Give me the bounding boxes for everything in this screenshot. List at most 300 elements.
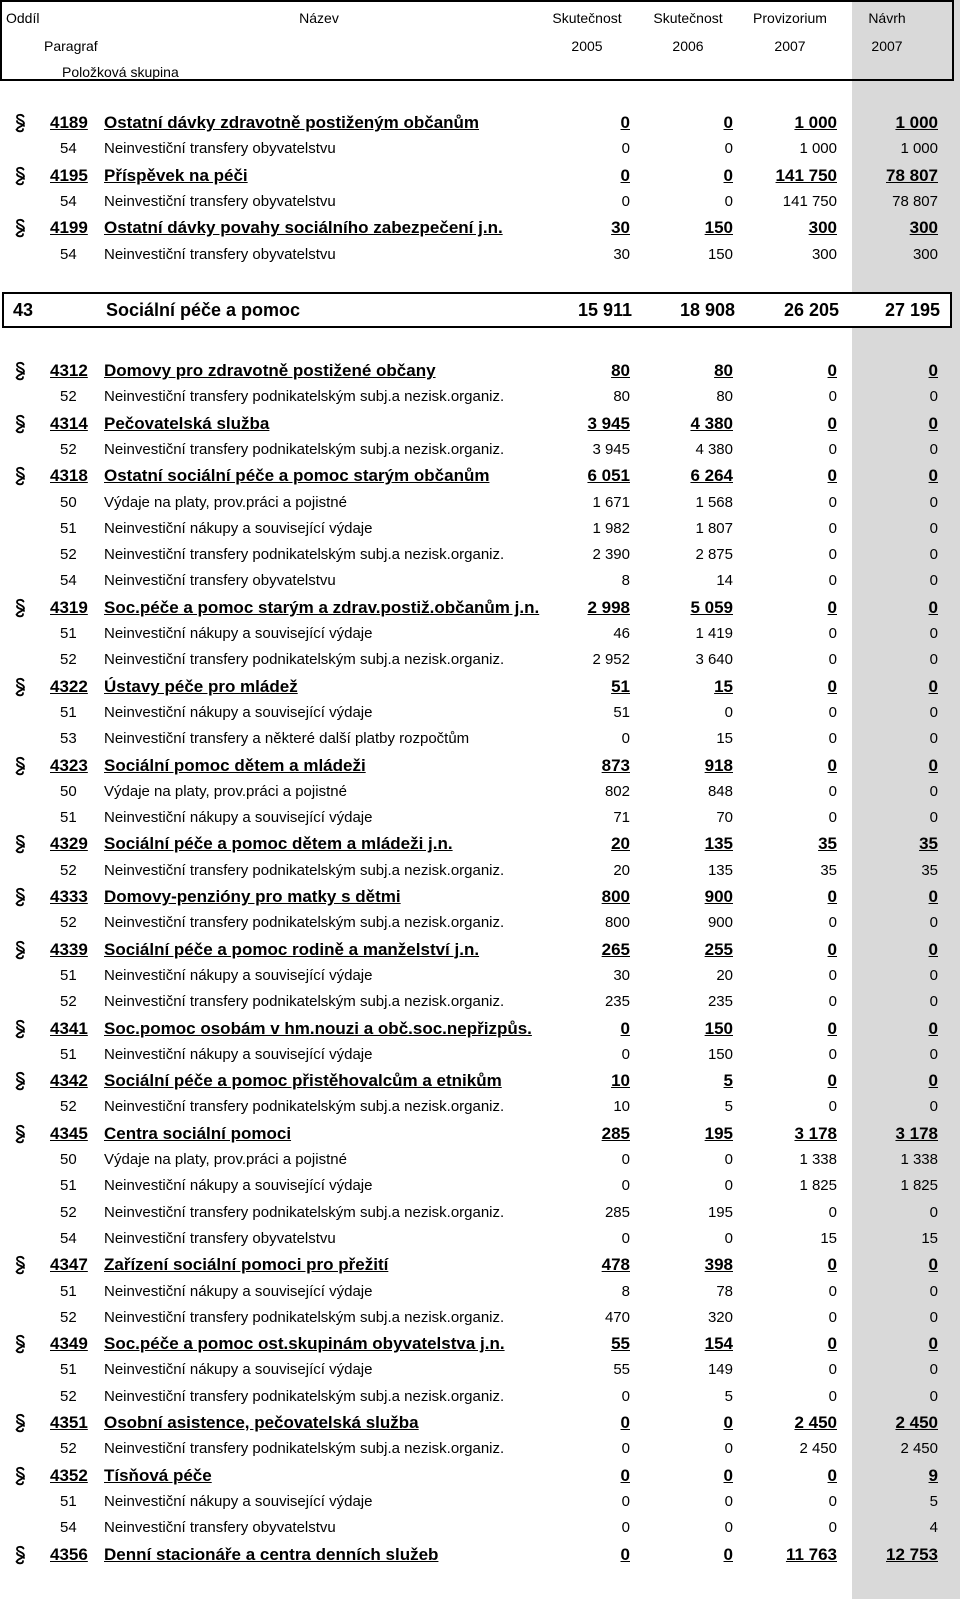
item-row — [0, 1384, 960, 1410]
item-value: 135 — [707, 861, 733, 879]
item-row — [0, 647, 960, 673]
paragraph-row — [0, 358, 960, 384]
item-name: Neinvestiční transfery a některé další platby rozpočtům — [104, 730, 470, 748]
paragraph-value: 195 — [704, 1123, 733, 1143]
paragraph-name: Denní stacionáře a centra denních služeb — [104, 1544, 439, 1564]
header-skutecnost-2005: Skutečnost — [552, 10, 622, 26]
paragraph-value: 300 — [808, 218, 837, 238]
paragraph-code: 4319 — [50, 597, 88, 617]
paragraph-name: Ostatní dávky povahy sociálního zabezpečení j.n. — [104, 218, 503, 238]
item-value: 0 — [929, 388, 938, 406]
item-code: 51 — [60, 519, 77, 537]
paragraph-code: 4318 — [50, 466, 88, 486]
item-name: Neinvestiční transfery podnikatelským subj.a nezisk.organiz. — [104, 1440, 505, 1458]
item-code: 52 — [60, 993, 77, 1011]
paragraph-code: 4199 — [50, 218, 88, 238]
item-value: 0 — [828, 388, 837, 406]
item-value: 0 — [828, 1519, 837, 1537]
item-code: 53 — [60, 730, 77, 748]
item-value: 0 — [828, 809, 837, 827]
header-year-2005: 2005 — [571, 38, 603, 54]
paragraph-value: 11 763 — [785, 1544, 837, 1564]
item-code: 52 — [60, 1308, 77, 1326]
paragraph-code: 4333 — [50, 887, 88, 906]
paragraph-value: 35 — [919, 834, 938, 854]
item-value: 0 — [621, 1387, 630, 1405]
section-value-navrh-2007: 27 195 — [884, 300, 940, 320]
item-name: Neinvestiční nákupy a související výdaje — [104, 625, 373, 642]
item-value: 78 807 — [892, 192, 938, 210]
item-name: Neinvestiční transfery podnikatelským subj.a nezisk.organiz. — [104, 1098, 505, 1116]
paragraph-row — [0, 1542, 960, 1568]
paragraph-value: 0 — [827, 1018, 837, 1038]
paragraph-value: 15 — [714, 676, 733, 696]
section-value-2006: 18 908 — [679, 300, 735, 320]
item-value: 300 — [811, 245, 837, 263]
item-value: 0 — [621, 192, 630, 210]
item-value: 1 338 — [900, 1151, 938, 1168]
item-value: 2 952 — [592, 651, 630, 669]
header-year-2006: 2006 — [672, 38, 704, 54]
item-value: 78 — [716, 1282, 733, 1300]
item-name: Neinvestiční transfery podnikatelským subj.a nezisk.organiz. — [104, 1387, 505, 1405]
paragraph-name: Sociální pomoc dětem a mládeži — [104, 755, 366, 775]
item-value: 0 — [929, 914, 938, 932]
item-row — [0, 805, 960, 831]
section-sign-icon — [12, 676, 28, 698]
item-name: Neinvestiční transfery podnikatelským subj.a nezisk.organiz. — [104, 440, 505, 458]
item-row — [0, 1279, 960, 1305]
paragraph-value: 0 — [620, 165, 630, 185]
paragraph-value: 0 — [620, 1544, 630, 1564]
item-row — [0, 490, 960, 516]
item-code: 52 — [60, 651, 77, 669]
paragraph-value: 0 — [827, 597, 837, 617]
paragraph-code: 4342 — [50, 1071, 88, 1091]
item-row — [0, 1489, 960, 1515]
paragraph-code: 4349 — [50, 1334, 88, 1354]
item-value: 2 390 — [592, 546, 630, 564]
paragraph-name: Tísňová péče — [104, 1465, 212, 1485]
item-value: 80 — [716, 388, 733, 406]
section-sign-icon — [12, 1123, 28, 1145]
item-value: 149 — [707, 1361, 733, 1379]
item-value: 0 — [724, 1440, 733, 1458]
section-row — [2, 292, 952, 328]
item-value: 80 — [613, 388, 630, 406]
item-name: Neinvestiční nákupy a související výdaje — [104, 703, 373, 721]
item-value: 0 — [621, 1177, 630, 1195]
item-name: Neinvestiční nákupy a související výdaje — [104, 519, 373, 537]
paragraph-code: 4329 — [50, 834, 88, 854]
paragraph-value: 3 178 — [895, 1123, 938, 1143]
paragraph-value: 3 178 — [794, 1123, 837, 1143]
paragraph-value: 0 — [928, 361, 938, 380]
paragraph-value: 0 — [723, 165, 733, 185]
section-sign-icon — [12, 1333, 28, 1355]
item-value: 0 — [929, 1203, 938, 1221]
item-code: 51 — [60, 1361, 77, 1379]
paragraph-code: 4189 — [50, 113, 88, 132]
paragraph-value: 4 380 — [690, 413, 733, 433]
paragraph-row — [0, 163, 960, 189]
item-row — [0, 779, 960, 805]
item-value: 8 — [621, 572, 630, 590]
paragraph-value: 20 — [611, 834, 630, 854]
item-value: 0 — [828, 914, 837, 932]
item-value: 2 875 — [695, 546, 733, 564]
item-row — [0, 621, 960, 647]
section-value-2005: 15 911 — [577, 300, 632, 320]
item-value: 51 — [613, 703, 630, 721]
paragraph-row — [0, 1331, 960, 1357]
item-value: 8 — [621, 1282, 630, 1300]
item-value: 0 — [929, 730, 938, 748]
paragraph-code: 4314 — [50, 413, 88, 433]
paragraph-name: Sociální péče a pomoc rodině a manželství j.n. — [104, 939, 480, 959]
item-code: 52 — [60, 1203, 77, 1221]
item-value: 1 000 — [900, 140, 938, 158]
section-sign-icon — [12, 1018, 28, 1040]
item-value: 0 — [828, 966, 837, 984]
item-value: 2 450 — [799, 1440, 837, 1458]
paragraph-value: 0 — [827, 1255, 837, 1275]
item-value: 2 450 — [900, 1440, 938, 1458]
paragraph-row — [0, 937, 960, 963]
item-value: 71 — [613, 809, 630, 827]
item-value: 0 — [828, 440, 837, 458]
paragraph-row — [0, 463, 960, 489]
item-value: 0 — [724, 1492, 733, 1510]
header-nazev: Název — [299, 10, 339, 26]
paragraph-value: 30 — [611, 218, 630, 238]
item-value: 0 — [929, 546, 938, 564]
item-code: 52 — [60, 388, 77, 406]
paragraph-value: 55 — [611, 1334, 630, 1354]
paragraph-code: 4323 — [50, 755, 88, 775]
paragraph-value: 0 — [620, 1018, 630, 1038]
paragraph-value: 0 — [827, 887, 837, 906]
item-row — [0, 989, 960, 1015]
item-value: 0 — [621, 1440, 630, 1458]
item-value: 0 — [929, 1045, 938, 1063]
item-value: 0 — [724, 140, 733, 158]
paragraph-value: 5 — [723, 1071, 733, 1091]
paragraph-value: 150 — [704, 1018, 733, 1038]
item-value: 1 568 — [695, 493, 733, 511]
item-value: 235 — [604, 993, 630, 1011]
paragraph-value: 0 — [827, 361, 837, 380]
paragraph-value: 78 807 — [886, 165, 938, 185]
paragraph-value: 0 — [723, 1544, 733, 1564]
item-row — [0, 568, 960, 594]
item-value: 0 — [828, 1098, 837, 1116]
paragraph-code: 4339 — [50, 939, 88, 959]
item-value: 14 — [716, 572, 733, 590]
item-row — [0, 700, 960, 726]
item-value: 0 — [828, 625, 837, 642]
item-name: Neinvestiční nákupy a související výdaje — [104, 1177, 373, 1195]
item-row — [0, 384, 960, 410]
paragraph-value: 398 — [704, 1255, 733, 1275]
paragraph-name: Centra sociální pomoci — [104, 1123, 292, 1143]
item-name: Neinvestiční transfery podnikatelským subj.a nezisk.organiz. — [104, 651, 505, 669]
paragraph-value: 0 — [928, 676, 938, 696]
item-row — [0, 189, 960, 215]
item-value: 0 — [828, 546, 837, 564]
section-sign-icon — [12, 1465, 28, 1487]
paragraph-value: 0 — [928, 887, 938, 906]
section-sign-icon — [12, 1412, 28, 1434]
item-value: 141 750 — [782, 192, 837, 210]
paragraph-value: 800 — [601, 887, 630, 906]
section-sign-icon — [12, 112, 28, 134]
item-code: 54 — [60, 1229, 77, 1247]
item-row — [0, 1147, 960, 1173]
item-row — [0, 437, 960, 463]
paragraph-row — [0, 411, 960, 437]
paragraph-row — [0, 1252, 960, 1278]
item-value: 70 — [716, 809, 733, 827]
item-value: 30 — [613, 966, 630, 984]
paragraph-name: Sociální péče a pomoc dětem a mládeži j.n. — [104, 834, 453, 854]
paragraph-value: 12 753 — [886, 1544, 938, 1564]
item-value: 0 — [929, 782, 938, 800]
section-sign-icon — [12, 465, 28, 487]
item-value: 0 — [929, 993, 938, 1011]
paragraph-value: 300 — [909, 218, 938, 238]
item-code: 51 — [60, 625, 77, 642]
item-row — [0, 858, 960, 884]
paragraph-code: 4341 — [50, 1018, 88, 1038]
item-value: 0 — [929, 1098, 938, 1116]
header-year-2007-navrh: 2007 — [871, 38, 903, 54]
paragraph-row — [0, 110, 960, 136]
item-value: 0 — [621, 1492, 630, 1510]
paragraph-value: 1 000 — [794, 113, 837, 132]
section-sign-icon — [12, 939, 28, 961]
item-code: 52 — [60, 546, 77, 564]
paragraph-value: 0 — [928, 1255, 938, 1275]
item-value: 5 — [724, 1387, 733, 1405]
item-value: 0 — [929, 651, 938, 669]
item-value: 285 — [604, 1203, 630, 1221]
header-oddil: Oddíl — [6, 10, 40, 26]
item-value: 0 — [828, 572, 837, 590]
paragraph-value: 0 — [620, 1413, 630, 1432]
paragraph-value: 2 450 — [895, 1413, 938, 1432]
paragraph-code: 4352 — [50, 1465, 88, 1485]
section-sign-icon — [12, 833, 28, 855]
item-code: 51 — [60, 1282, 77, 1300]
paragraph-value: 35 — [818, 834, 837, 854]
paragraph-row — [0, 884, 960, 910]
paragraph-name: Domovy-penzióny pro matky s dětmi — [104, 887, 401, 906]
item-value: 4 380 — [695, 440, 733, 458]
item-name: Neinvestiční nákupy a související výdaje — [104, 1045, 373, 1063]
item-value: 46 — [613, 625, 630, 642]
paragraph-value: 0 — [827, 755, 837, 775]
item-name: Neinvestiční transfery podnikatelským subj.a nezisk.organiz. — [104, 388, 505, 406]
paragraph-row — [0, 1463, 960, 1489]
section-sign-icon — [12, 413, 28, 435]
paragraph-value: 6 264 — [690, 466, 733, 486]
paragraph-value: 0 — [827, 1071, 837, 1091]
item-name: Neinvestiční nákupy a související výdaje — [104, 966, 373, 984]
item-code: 52 — [60, 914, 77, 932]
item-name: Neinvestiční transfery obyvatelstvu — [104, 245, 336, 263]
paragraph-name: Ostatní sociální péče a pomoc starým občanům — [104, 466, 490, 486]
item-row — [0, 1173, 960, 1199]
paragraph-value: 0 — [723, 1413, 733, 1432]
paragraph-value: 0 — [723, 113, 733, 132]
item-code: 52 — [60, 1387, 77, 1405]
item-code: 51 — [60, 1492, 77, 1510]
item-value: 0 — [724, 1519, 733, 1537]
item-value: 0 — [828, 1387, 837, 1405]
paragraph-value: 0 — [928, 597, 938, 617]
item-value: 195 — [707, 1203, 733, 1221]
paragraph-value: 0 — [928, 755, 938, 775]
paragraph-name: Soc.péče a pomoc starým a zdrav.postiž.občanům j.n. — [104, 597, 540, 617]
item-value: 0 — [929, 1282, 938, 1300]
item-value: 0 — [929, 519, 938, 537]
item-row — [0, 726, 960, 752]
item-value: 0 — [929, 572, 938, 590]
paragraph-value: 2 450 — [794, 1413, 837, 1432]
item-code: 50 — [60, 493, 77, 511]
item-row — [0, 1226, 960, 1252]
item-value: 0 — [724, 703, 733, 721]
item-row — [0, 542, 960, 568]
item-row — [0, 136, 960, 162]
paragraph-value: 918 — [704, 755, 733, 775]
paragraph-code: 4347 — [50, 1255, 88, 1275]
paragraph-value: 265 — [601, 939, 630, 959]
paragraph-value: 9 — [928, 1465, 938, 1485]
item-value: 1 671 — [592, 493, 630, 511]
item-value: 0 — [621, 1229, 630, 1247]
paragraph-code: 4312 — [50, 361, 88, 380]
item-value: 0 — [929, 493, 938, 511]
item-name: Výdaje na platy, prov.práci a pojistné — [104, 782, 347, 800]
paragraph-name: Ostatní dávky zdravotně postiženým občanům — [104, 113, 480, 132]
item-name: Neinvestiční nákupy a související výdaje — [104, 809, 373, 827]
item-name: Neinvestiční transfery podnikatelským subj.a nezisk.organiz. — [104, 993, 505, 1011]
item-value: 0 — [929, 440, 938, 458]
paragraph-value: 900 — [704, 887, 733, 906]
item-value: 0 — [621, 1045, 630, 1063]
table-header — [0, 0, 954, 81]
item-value: 848 — [707, 782, 733, 800]
item-value: 3 640 — [695, 651, 733, 669]
section-name: Sociální péče a pomoc — [106, 300, 301, 320]
item-value: 0 — [929, 1308, 938, 1326]
item-value: 320 — [707, 1308, 733, 1326]
item-value: 802 — [604, 782, 630, 800]
item-value: 0 — [621, 140, 630, 158]
item-row — [0, 1436, 960, 1462]
item-name: Neinvestiční transfery obyvatelstvu — [104, 572, 336, 590]
item-value: 0 — [828, 1308, 837, 1326]
paragraph-row — [0, 1410, 960, 1436]
item-value: 235 — [707, 993, 733, 1011]
header-provizorium: Provizorium — [753, 10, 827, 26]
paragraph-value: 0 — [827, 676, 837, 696]
paragraph-name: Příspěvek na péči — [104, 165, 248, 185]
item-row — [0, 1094, 960, 1120]
item-code: 52 — [60, 1098, 77, 1116]
item-name: Výdaje na platy, prov.práci a pojistné — [104, 493, 347, 511]
header-skutecnost-2006: Skutečnost — [653, 10, 723, 26]
paragraph-row — [0, 215, 960, 241]
item-value: 300 — [912, 245, 938, 263]
item-value: 0 — [828, 730, 837, 748]
item-name: Neinvestiční transfery obyvatelstvu — [104, 192, 336, 210]
paragraph-value: 0 — [928, 1334, 938, 1354]
item-code: 54 — [60, 140, 77, 158]
item-value: 900 — [707, 914, 733, 932]
item-value: 0 — [828, 1361, 837, 1379]
item-name: Neinvestiční transfery podnikatelským subj.a nezisk.organiz. — [104, 546, 505, 564]
item-row — [0, 1042, 960, 1068]
item-value: 3 945 — [592, 440, 630, 458]
item-value: 0 — [724, 1177, 733, 1195]
paragraph-value: 285 — [601, 1123, 630, 1143]
item-value: 0 — [828, 493, 837, 511]
item-name: Neinvestiční transfery obyvatelstvu — [104, 1229, 336, 1247]
item-value: 0 — [828, 651, 837, 669]
item-value: 0 — [929, 703, 938, 721]
item-value: 0 — [929, 625, 938, 642]
item-code: 51 — [60, 1177, 77, 1195]
item-value: 20 — [613, 861, 630, 879]
section-sign-icon — [12, 886, 28, 908]
item-value: 0 — [828, 519, 837, 537]
paragraph-value: 3 945 — [587, 413, 630, 433]
item-value: 0 — [929, 1361, 938, 1379]
paragraph-name: Osobní asistence, pečovatelská služba — [104, 1413, 419, 1432]
paragraph-value: 10 — [611, 1071, 630, 1091]
paragraph-name: Pečovatelská služba — [104, 413, 270, 433]
paragraph-row — [0, 674, 960, 700]
item-name: Neinvestiční transfery podnikatelským subj.a nezisk.organiz. — [104, 1203, 505, 1221]
item-value: 0 — [929, 1387, 938, 1405]
paragraph-code: 4356 — [50, 1544, 88, 1564]
item-code: 51 — [60, 966, 77, 984]
item-value: 0 — [621, 1519, 630, 1537]
item-code: 51 — [60, 1045, 77, 1063]
item-code: 52 — [60, 1440, 77, 1458]
item-value: 1 000 — [799, 140, 837, 158]
item-value: 1 982 — [592, 519, 630, 537]
section-sign-icon — [12, 1544, 28, 1566]
section-sign-icon — [12, 597, 28, 619]
item-value: 0 — [828, 993, 837, 1011]
item-value: 35 — [820, 861, 837, 879]
section-value-prov-2007: 26 205 — [783, 300, 839, 320]
item-value: 0 — [828, 703, 837, 721]
paragraph-row — [0, 1068, 960, 1094]
paragraph-row — [0, 1121, 960, 1147]
paragraph-name: Soc.pomoc osobám v hm.nouzi a obč.soc.nepřizpůs. — [104, 1018, 532, 1038]
paragraph-value: 0 — [827, 1334, 837, 1354]
item-value: 0 — [828, 1492, 837, 1510]
item-value: 0 — [828, 1282, 837, 1300]
item-row — [0, 516, 960, 542]
section-sign-icon — [12, 1254, 28, 1276]
item-name: Neinvestiční transfery podnikatelským subj.a nezisk.organiz. — [104, 914, 505, 932]
